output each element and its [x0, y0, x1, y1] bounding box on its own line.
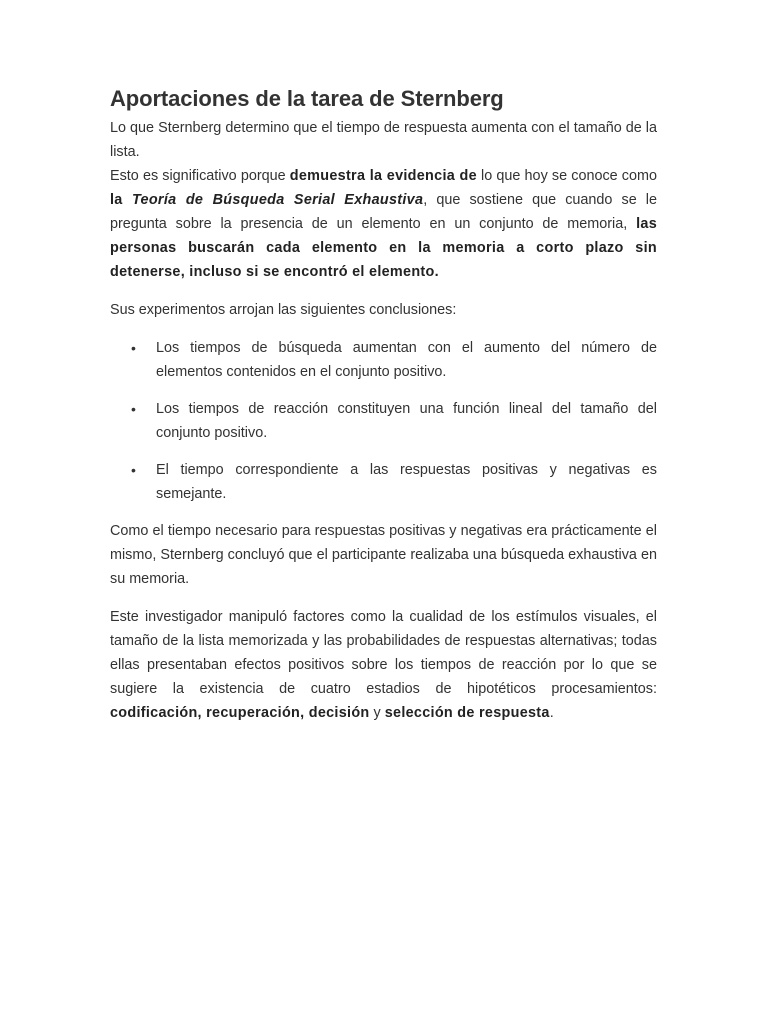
text-run: .: [549, 705, 554, 721]
list-item: [110, 397, 657, 445]
paragraph-intro: Lo que Sternberg determino que el tiempo de respuesta aumenta con el tamaño de la lista.: [110, 120, 657, 160]
bold-italic-run: Teoría de Búsqueda Serial Exhaustiva: [131, 192, 424, 208]
text-run: lo que hoy se conoce como: [476, 168, 657, 184]
bold-run: la: [110, 192, 132, 208]
bullet-icon: •: [131, 462, 136, 478]
paragraph-conclusions-intro: Sus experimentos arrojan las siguientes conclusiones:: [110, 302, 457, 318]
bold-run: codificación, recuperación, decisión: [110, 705, 370, 721]
text-run: , que sostiene que cuando se le pregunta sobre la presencia de un elemento en un conjunto de memoria,: [110, 192, 657, 232]
bold-run: las personas buscarán cada elemento en la memoria a corto plazo sin detenerse, incluso si se encontró el elemento.: [110, 216, 657, 280]
bold-run: demuestra la evidencia de: [289, 168, 477, 184]
bullet-icon: •: [131, 340, 136, 356]
text-run: Esto es significativo porque: [110, 168, 290, 184]
bold-run: selección de respuesta: [384, 705, 550, 721]
document-title: Aportaciones de la tarea de Sternberg: [110, 86, 504, 111]
list-item: [110, 336, 657, 384]
document-page: [110, 84, 657, 725]
paragraph-significance: [110, 164, 657, 284]
bullet-icon: •: [131, 401, 136, 417]
paragraph-factors: [110, 605, 657, 725]
paragraph-exhaustive-search: Como el tiempo necesario para respuestas positivas y negativas era prácticamente el mismo, Sternberg concluyó que el participante realizaba una búsqueda exhaustiva en su memoria.: [110, 523, 657, 587]
list-item-text: El tiempo correspondiente a las respuestas positivas y negativas es semejante.: [156, 462, 657, 502]
list-item-text: Los tiempos de búsqueda aumentan con el aumento del número de elementos contenidos en el conjunto positivo.: [156, 340, 657, 380]
list-item: [110, 458, 657, 506]
list-item-text: Los tiempos de reacción constituyen una función lineal del tamaño del conjunto positivo.: [156, 401, 657, 441]
conclusions-list: [110, 336, 657, 506]
text-run: Este investigador manipuló factores como la cualidad de los estímulos visuales, el tamaño de la lista memorizada y las probabilidades de respuestas alternativas; todas ellas presentaban efectos positivos sobre los tiempos de reacción por lo que se sugiere la existencia de cuatro estadios de hipotéticos procesamientos:: [110, 609, 657, 697]
text-run: y: [369, 705, 385, 721]
